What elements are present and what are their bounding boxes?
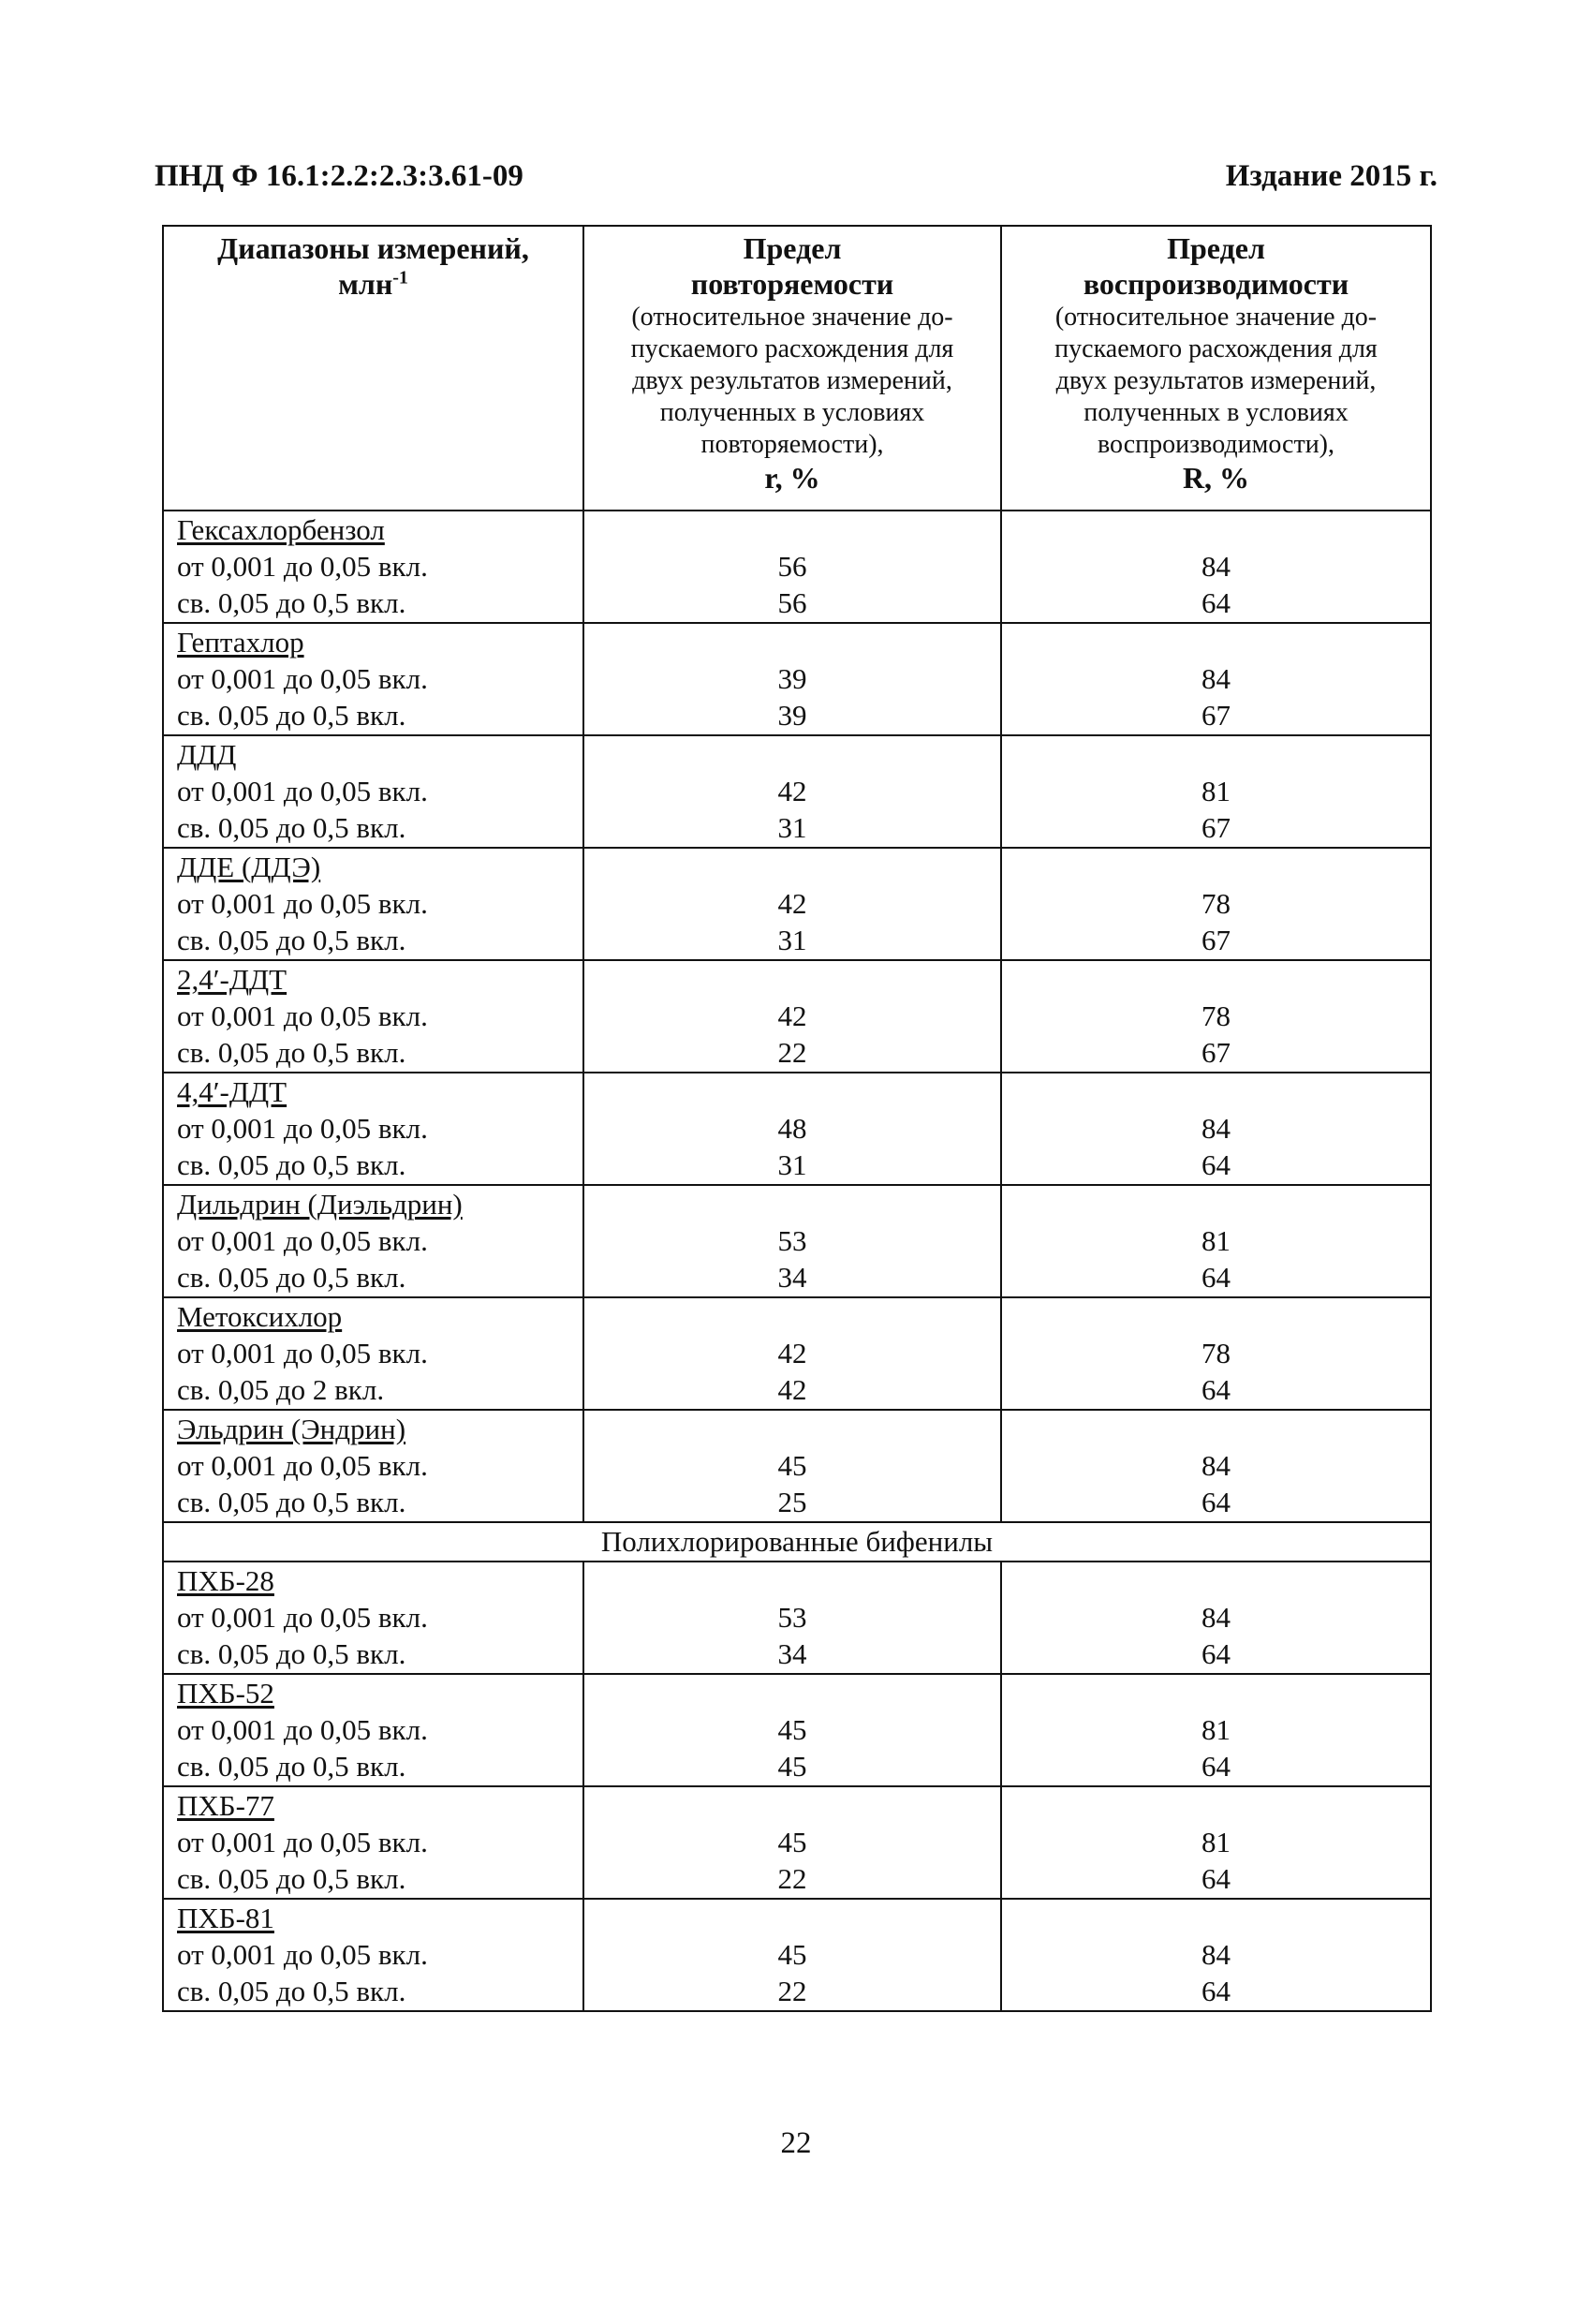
range-high: св. 0,05 до 0,5 вкл. bbox=[177, 586, 406, 619]
table-row bbox=[163, 623, 1431, 735]
table-row bbox=[163, 1185, 1431, 1297]
reproducibility-value-low: 84 bbox=[1201, 662, 1231, 695]
compound-name-text: ПХБ-28 bbox=[177, 1564, 274, 1597]
spacer bbox=[584, 961, 1000, 998]
compound-name-text: Эльдрин (Эндрин) bbox=[177, 1413, 406, 1445]
compound-name bbox=[177, 511, 582, 548]
repeatability-value-low: 53 bbox=[777, 1224, 807, 1257]
repeatability-value-low: 53 bbox=[777, 1601, 807, 1634]
table-row bbox=[163, 960, 1431, 1073]
reproducibility-cell bbox=[1001, 1562, 1431, 1674]
spacer bbox=[1002, 1787, 1430, 1824]
repeatability-cell bbox=[583, 735, 1001, 848]
reproducibility-value-low: 81 bbox=[1201, 1713, 1231, 1746]
compound-name bbox=[177, 1562, 582, 1599]
table-row bbox=[163, 1786, 1431, 1899]
repeatability-value-low: 42 bbox=[777, 999, 807, 1032]
compound-name-text: 2,4′-ДДТ bbox=[177, 963, 287, 996]
range-high: св. 0,05 до 0,5 вкл. bbox=[177, 1261, 406, 1294]
repeatability-value-high: 39 bbox=[777, 699, 807, 732]
compound-name-text: ПХБ-77 bbox=[177, 1789, 274, 1822]
range-low: от 0,001 до 0,05 вкл. bbox=[177, 1601, 428, 1634]
document-code: ПНД Ф 16.1:2.2:2.3:3.61-09 bbox=[155, 159, 523, 193]
repeatability-value-low: 42 bbox=[777, 887, 807, 920]
range-low: от 0,001 до 0,05 вкл. bbox=[177, 1224, 428, 1257]
header-range-title: Диапазоны измерений, bbox=[217, 231, 529, 265]
compound-name bbox=[177, 1787, 582, 1824]
header-repeat-desc-3: двух результатов измерений, bbox=[632, 366, 952, 395]
range-high: св. 0,05 до 0,5 вкл. bbox=[177, 1036, 406, 1069]
range-low: от 0,001 до 0,05 вкл. bbox=[177, 1713, 428, 1746]
compound-name bbox=[177, 1186, 582, 1222]
compound-name bbox=[177, 1675, 582, 1711]
page-number: 22 bbox=[780, 2126, 812, 2160]
header-reprod-desc-1: (относительное значение до- bbox=[1054, 303, 1378, 332]
compound-name-text: ПХБ-81 bbox=[177, 1902, 274, 1934]
header-range-unit: млн bbox=[338, 267, 393, 301]
spacer bbox=[1002, 1562, 1430, 1599]
table-row bbox=[163, 1562, 1431, 1674]
reproducibility-cell bbox=[1001, 511, 1431, 623]
reproducibility-cell bbox=[1001, 1073, 1431, 1185]
range-cell bbox=[163, 1674, 583, 1786]
repeatability-cell bbox=[583, 1786, 1001, 1899]
spacer bbox=[584, 1562, 1000, 1599]
reproducibility-value-high: 64 bbox=[1201, 1975, 1231, 2007]
spacer bbox=[1002, 1675, 1430, 1711]
table-row bbox=[163, 735, 1431, 848]
repeatability-value-high: 25 bbox=[777, 1486, 807, 1518]
header-repeat-title-1: Предел bbox=[743, 231, 842, 265]
precision-table bbox=[162, 225, 1432, 2012]
reproducibility-value-low: 84 bbox=[1201, 1112, 1231, 1145]
reproducibility-value-high: 64 bbox=[1201, 1862, 1231, 1895]
range-cell bbox=[163, 511, 583, 623]
range-cell bbox=[163, 1073, 583, 1185]
range-low: от 0,001 до 0,05 вкл. bbox=[177, 1112, 428, 1145]
repeatability-value-low: 39 bbox=[777, 662, 807, 695]
repeatability-cell bbox=[583, 1297, 1001, 1410]
repeatability-value-low: 45 bbox=[777, 1938, 807, 1971]
header-reprod-desc-2: пускаемого расхождения для bbox=[1054, 334, 1378, 363]
section-row bbox=[163, 1522, 1431, 1562]
compound-name bbox=[177, 736, 582, 773]
range-cell bbox=[163, 735, 583, 848]
table-row bbox=[163, 1899, 1431, 2011]
reproducibility-value-high: 64 bbox=[1201, 1750, 1231, 1783]
spacer bbox=[1002, 1073, 1430, 1110]
repeatability-value-low: 45 bbox=[777, 1449, 807, 1482]
spacer bbox=[1002, 1900, 1430, 1936]
repeatability-value-high: 34 bbox=[777, 1261, 807, 1294]
header-reprod-desc-3: двух результатов измерений, bbox=[1055, 366, 1377, 395]
spacer bbox=[1002, 736, 1430, 773]
repeatability-value-low: 45 bbox=[777, 1713, 807, 1746]
compound-name bbox=[177, 1298, 582, 1335]
repeatability-cell bbox=[583, 623, 1001, 735]
spacer bbox=[1002, 1186, 1430, 1222]
reproducibility-cell bbox=[1001, 1786, 1431, 1899]
range-low: от 0,001 до 0,05 вкл. bbox=[177, 1938, 428, 1971]
compound-name bbox=[177, 1900, 582, 1936]
header-repeatability bbox=[583, 226, 1001, 511]
repeatability-value-low: 56 bbox=[777, 550, 807, 583]
reproducibility-value-low: 81 bbox=[1201, 1224, 1231, 1257]
compound-name-text: ДДД bbox=[177, 738, 237, 771]
repeatability-value-low: 45 bbox=[777, 1826, 807, 1858]
page-header bbox=[155, 159, 1437, 206]
repeatability-value-low: 42 bbox=[777, 1337, 807, 1369]
repeatability-value-high: 34 bbox=[777, 1637, 807, 1670]
range-low: от 0,001 до 0,05 вкл. bbox=[177, 887, 428, 920]
spacer bbox=[584, 624, 1000, 660]
reproducibility-value-high: 67 bbox=[1201, 699, 1231, 732]
table-row bbox=[163, 1073, 1431, 1185]
range-high: св. 0,05 до 0,5 вкл. bbox=[177, 1148, 406, 1181]
repeatability-value-high: 22 bbox=[777, 1036, 807, 1069]
reproducibility-cell bbox=[1001, 735, 1431, 848]
compound-name bbox=[177, 961, 582, 998]
table-row bbox=[163, 848, 1431, 960]
range-cell bbox=[163, 1786, 583, 1899]
spacer bbox=[1002, 849, 1430, 885]
repeatability-value-low: 42 bbox=[777, 775, 807, 807]
range-cell bbox=[163, 1297, 583, 1410]
spacer bbox=[1002, 1298, 1430, 1335]
reproducibility-value-low: 81 bbox=[1201, 1826, 1231, 1858]
range-low: от 0,001 до 0,05 вкл. bbox=[177, 550, 428, 583]
reproducibility-value-high: 64 bbox=[1201, 1637, 1231, 1670]
range-cell bbox=[163, 1410, 583, 1522]
reproducibility-value-high: 67 bbox=[1201, 924, 1231, 956]
repeatability-value-high: 31 bbox=[777, 811, 807, 844]
range-high: св. 0,05 до 0,5 вкл. bbox=[177, 1975, 406, 2007]
reproducibility-value-low: 78 bbox=[1201, 1337, 1231, 1369]
reproducibility-cell bbox=[1001, 623, 1431, 735]
range-cell bbox=[163, 1185, 583, 1297]
compound-name-text: Гептахлор bbox=[177, 626, 304, 659]
table-row bbox=[163, 511, 1431, 623]
range-low: от 0,001 до 0,05 вкл. bbox=[177, 662, 428, 695]
range-high: св. 0,05 до 0,5 вкл. bbox=[177, 1637, 406, 1670]
repeatability-value-low: 48 bbox=[777, 1112, 807, 1145]
compound-name bbox=[177, 1073, 582, 1110]
repeatability-value-high: 22 bbox=[777, 1862, 807, 1895]
header-range-unit-sup: -1 bbox=[392, 267, 408, 289]
reproducibility-value-high: 67 bbox=[1201, 1036, 1231, 1069]
range-high: св. 0,05 до 2 вкл. bbox=[177, 1373, 385, 1406]
reproducibility-value-low: 84 bbox=[1201, 1938, 1231, 1971]
repeatability-value-high: 31 bbox=[777, 1148, 807, 1181]
range-cell bbox=[163, 960, 583, 1073]
reproducibility-cell bbox=[1001, 1185, 1431, 1297]
header-reprod-title-2: воспроизводимости bbox=[1083, 267, 1349, 301]
reproducibility-value-low: 84 bbox=[1201, 1601, 1231, 1634]
edition-label: Издание 2015 г. bbox=[1225, 159, 1437, 193]
repeatability-value-high: 31 bbox=[777, 924, 807, 956]
reproducibility-value-low: 78 bbox=[1201, 999, 1231, 1032]
range-low: от 0,001 до 0,05 вкл. bbox=[177, 1826, 428, 1858]
reproducibility-value-high: 67 bbox=[1201, 811, 1231, 844]
range-high: св. 0,05 до 0,5 вкл. bbox=[177, 1486, 406, 1518]
header-reprod-symbol: R, % bbox=[1182, 461, 1250, 495]
reproducibility-value-low: 84 bbox=[1201, 1449, 1231, 1482]
repeatability-cell bbox=[583, 1410, 1001, 1522]
spacer bbox=[1002, 1411, 1430, 1447]
header-repeat-symbol: r, % bbox=[764, 461, 820, 495]
range-cell bbox=[163, 1899, 583, 2011]
repeatability-value-high: 56 bbox=[777, 586, 807, 619]
header-repeat-desc-2: пускаемого расхождения для bbox=[630, 334, 954, 363]
compound-name-text: Дильдрин (Диэльдрин) bbox=[177, 1188, 463, 1221]
compound-name-text: ДДЕ (ДДЭ) bbox=[177, 851, 321, 883]
spacer bbox=[584, 1073, 1000, 1110]
reproducibility-value-high: 64 bbox=[1201, 586, 1231, 619]
range-high: св. 0,05 до 0,5 вкл. bbox=[177, 811, 406, 844]
range-high: св. 0,05 до 0,5 вкл. bbox=[177, 1862, 406, 1895]
compound-name bbox=[177, 624, 582, 660]
spacer bbox=[584, 1298, 1000, 1335]
range-high: св. 0,05 до 0,5 вкл. bbox=[177, 699, 406, 732]
spacer bbox=[1002, 511, 1430, 548]
reproducibility-value-high: 64 bbox=[1201, 1486, 1231, 1518]
repeatability-cell bbox=[583, 1073, 1001, 1185]
header-repeat-desc-1: (относительное значение до- bbox=[631, 303, 953, 332]
header-repeat-desc-4: полученных в условиях bbox=[659, 398, 925, 427]
repeatability-cell bbox=[583, 511, 1001, 623]
table-header-row bbox=[163, 226, 1431, 511]
repeatability-value-high: 22 bbox=[777, 1975, 807, 2007]
repeatability-cell bbox=[583, 1899, 1001, 2011]
range-cell bbox=[163, 848, 583, 960]
header-repeat-desc-5: повторяемости), bbox=[700, 430, 884, 459]
spacer bbox=[584, 1186, 1000, 1222]
spacer bbox=[584, 1411, 1000, 1447]
repeatability-cell bbox=[583, 1562, 1001, 1674]
header-reproducibility bbox=[1001, 226, 1431, 511]
range-cell bbox=[163, 623, 583, 735]
reproducibility-value-low: 81 bbox=[1201, 775, 1231, 807]
repeatability-value-high: 42 bbox=[777, 1373, 807, 1406]
range-low: от 0,001 до 0,05 вкл. bbox=[177, 999, 428, 1032]
header-reprod-desc-4: полученных в условиях bbox=[1083, 398, 1349, 427]
compound-name-text: Метоксихлор bbox=[177, 1300, 343, 1333]
reproducibility-cell bbox=[1001, 1899, 1431, 2011]
spacer bbox=[584, 736, 1000, 773]
spacer bbox=[584, 511, 1000, 548]
range-high: св. 0,05 до 0,5 вкл. bbox=[177, 924, 406, 956]
range-low: от 0,001 до 0,05 вкл. bbox=[177, 1337, 428, 1369]
reproducibility-value-high: 64 bbox=[1201, 1148, 1231, 1181]
reproducibility-cell bbox=[1001, 1674, 1431, 1786]
reproducibility-value-low: 78 bbox=[1201, 887, 1231, 920]
compound-name bbox=[177, 849, 582, 885]
repeatability-cell bbox=[583, 1674, 1001, 1786]
header-repeat-title-2: повторяемости bbox=[690, 267, 894, 301]
spacer bbox=[1002, 624, 1430, 660]
table-row bbox=[163, 1297, 1431, 1410]
repeatability-cell bbox=[583, 960, 1001, 1073]
reproducibility-cell bbox=[1001, 1410, 1431, 1522]
reproducibility-value-high: 64 bbox=[1201, 1373, 1231, 1406]
reproducibility-value-high: 64 bbox=[1201, 1261, 1231, 1294]
reproducibility-value-low: 84 bbox=[1201, 550, 1231, 583]
compound-name-text: 4,4′-ДДТ bbox=[177, 1075, 287, 1108]
header-reprod-title-1: Предел bbox=[1167, 231, 1265, 265]
range-high: св. 0,05 до 0,5 вкл. bbox=[177, 1750, 406, 1783]
header-reprod-desc-5: воспроизводимости), bbox=[1097, 430, 1335, 459]
reproducibility-cell bbox=[1001, 960, 1431, 1073]
reproducibility-cell bbox=[1001, 1297, 1431, 1410]
range-low: от 0,001 до 0,05 вкл. bbox=[177, 775, 428, 807]
range-cell bbox=[163, 1562, 583, 1674]
repeatability-cell bbox=[583, 848, 1001, 960]
spacer bbox=[584, 849, 1000, 885]
spacer bbox=[1002, 961, 1430, 998]
table-row bbox=[163, 1674, 1431, 1786]
compound-name bbox=[177, 1411, 582, 1447]
header-range bbox=[163, 226, 583, 511]
reproducibility-cell bbox=[1001, 848, 1431, 960]
repeatability-cell bbox=[583, 1185, 1001, 1297]
table-row bbox=[163, 1410, 1431, 1522]
range-low: от 0,001 до 0,05 вкл. bbox=[177, 1449, 428, 1482]
spacer bbox=[584, 1787, 1000, 1824]
compound-name-text: Гексахлорбензол bbox=[177, 513, 385, 546]
repeatability-value-high: 45 bbox=[777, 1750, 807, 1783]
spacer bbox=[584, 1900, 1000, 1936]
section-title: Полихлорированные бифенилы bbox=[163, 1522, 1431, 1562]
compound-name-text: ПХБ-52 bbox=[177, 1677, 274, 1710]
spacer bbox=[584, 1675, 1000, 1711]
